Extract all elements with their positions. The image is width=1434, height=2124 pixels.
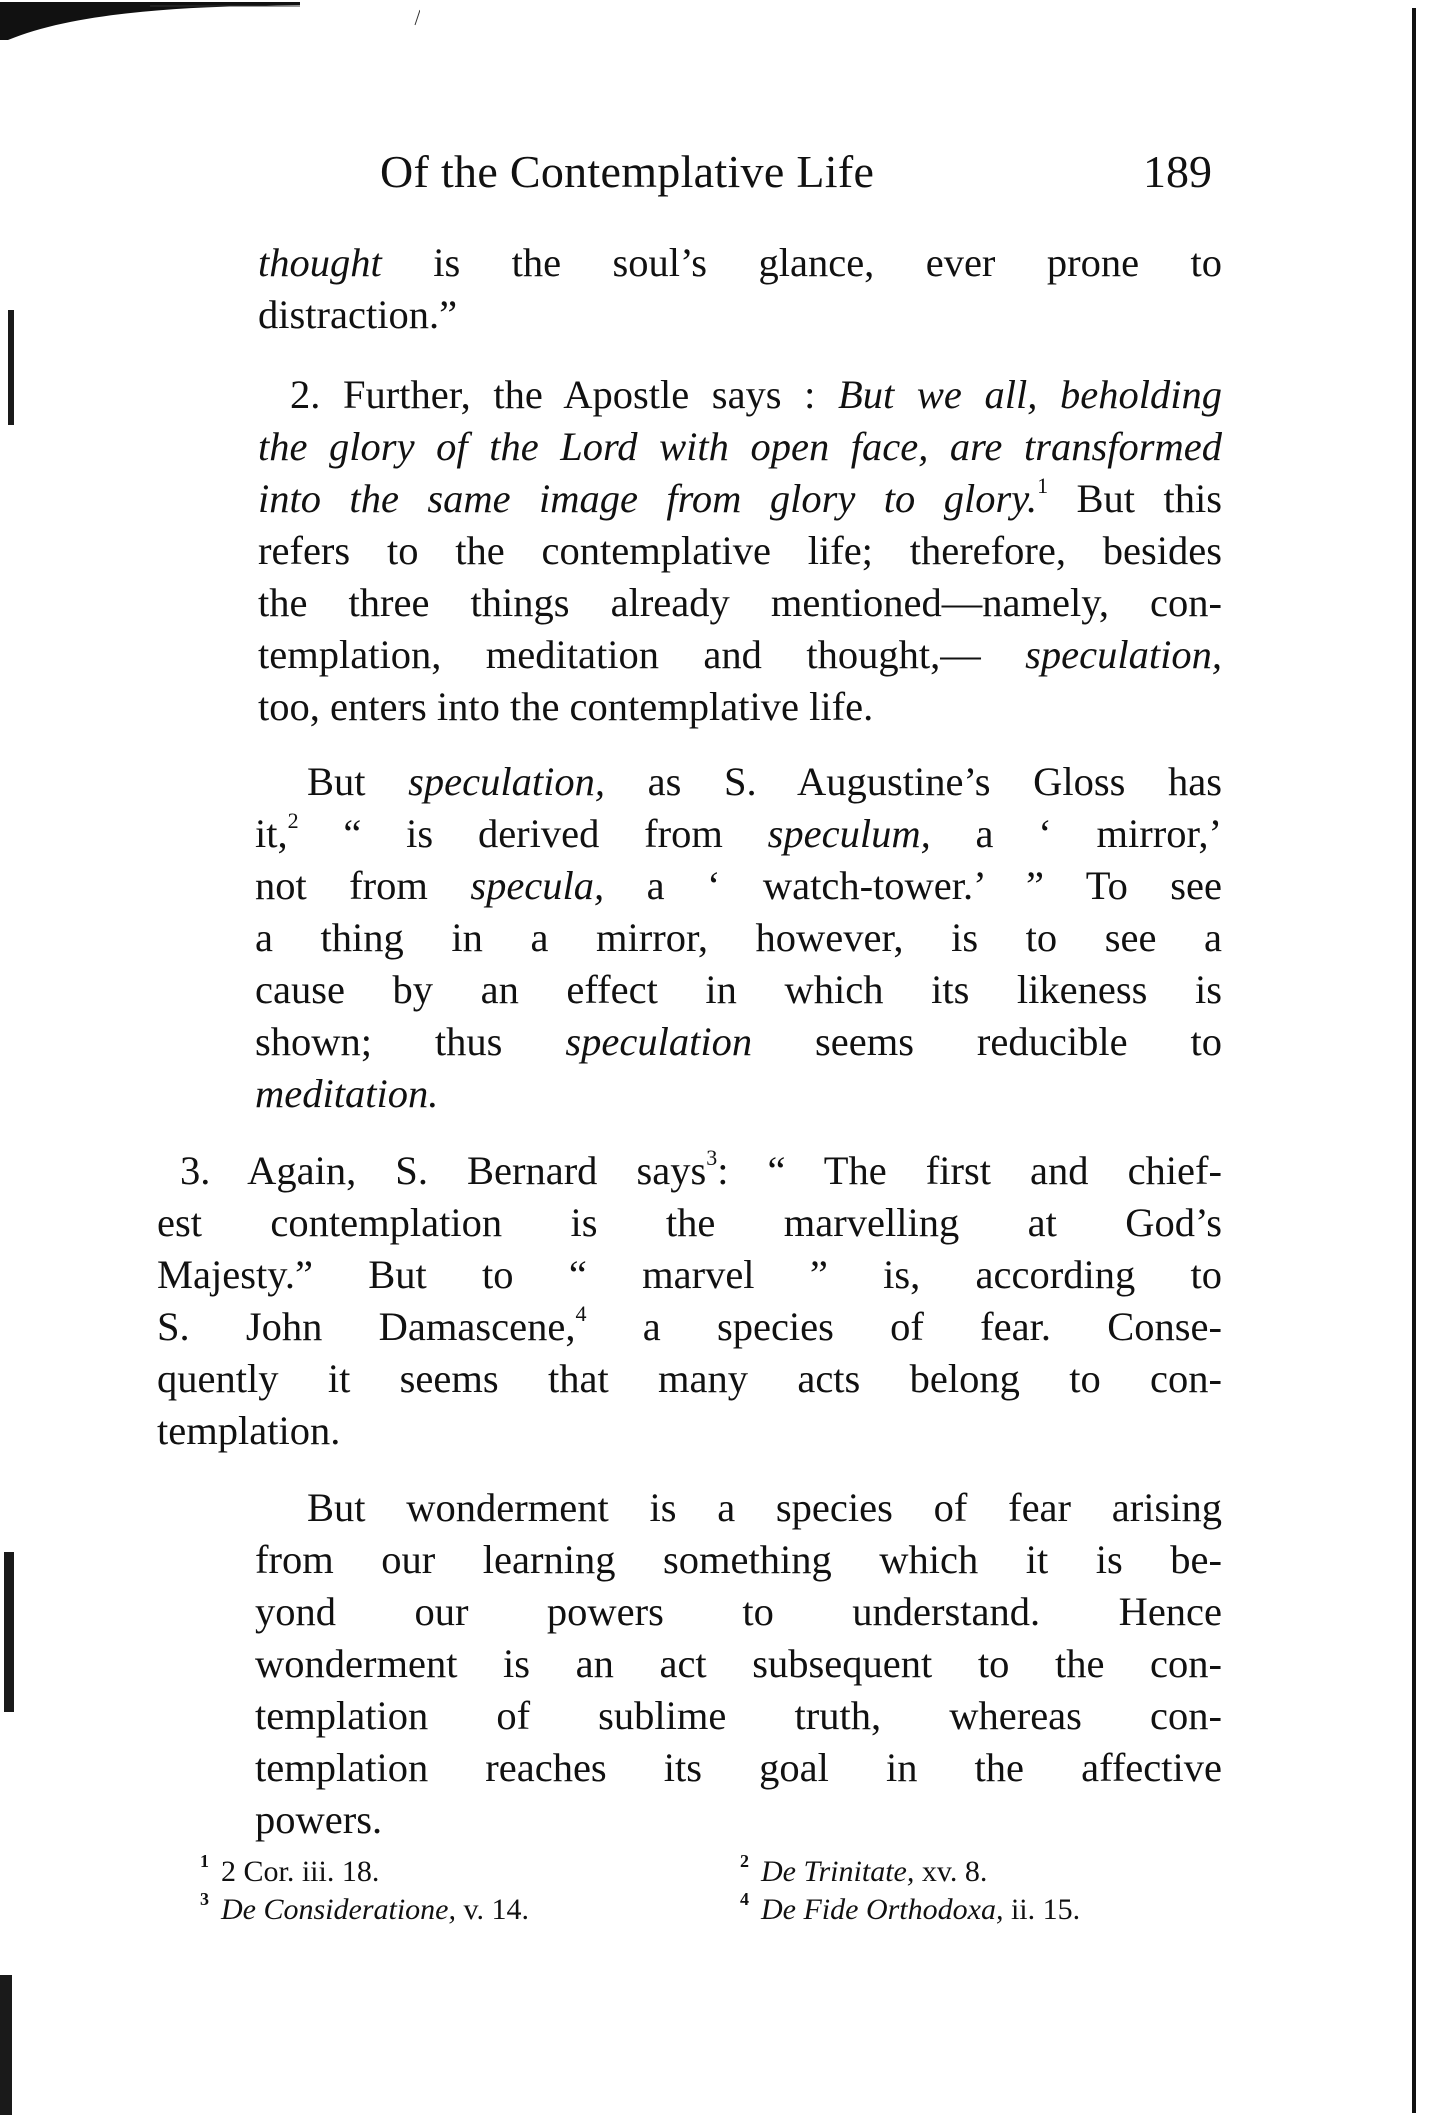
text-span: But: [307, 759, 409, 804]
italic-text: the glory of the Lord with open face, are transformed: [258, 424, 1222, 469]
text-span: But this: [1048, 476, 1223, 521]
footnote: [740, 1851, 988, 1889]
text-span: templation.: [157, 1408, 341, 1453]
text-span: shown; thus: [255, 1019, 566, 1064]
footnote-ref[interactable]: 4: [575, 1301, 587, 1326]
binding-shadow: [4, 1552, 14, 1712]
italic-text: speculum,: [767, 811, 931, 856]
text-line: [157, 1197, 1222, 1249]
text-line: [255, 1586, 1222, 1638]
text-line: [255, 1794, 1222, 1846]
text-line: [307, 756, 1222, 808]
text-span: a ‘ watch-tower.’ ” To see: [604, 863, 1222, 908]
text-line: [290, 369, 1222, 421]
italic-text: But we all, beholding: [838, 372, 1222, 417]
text-span: too, enters into the contemplative life.: [258, 684, 874, 729]
text-line: [258, 289, 1222, 341]
footnote-title: De Fide Orthodoxa,: [761, 1893, 1004, 1926]
footnote-ref[interactable]: 1: [1037, 473, 1049, 498]
text-span: seems reducible to: [752, 1019, 1222, 1064]
footnote-text: v. 14.: [455, 1893, 530, 1926]
text-span: cause by an effect in which its likeness is: [255, 967, 1222, 1012]
text-span: 3. Again, S. Bernard says: [180, 1148, 707, 1193]
text-span: as S. Augustine’s Gloss has: [605, 759, 1222, 804]
text-span: templation reaches its goal in the affective: [255, 1745, 1222, 1790]
text-span: Majesty.” But to “ marvel ” is, according to: [157, 1252, 1222, 1297]
text-line: [255, 964, 1222, 1016]
text-span: not from: [255, 863, 471, 908]
text-line: [157, 1301, 1222, 1353]
footnote: [200, 1851, 380, 1889]
text-line: [255, 860, 1222, 912]
text-span: yond our powers to understand. Hence: [255, 1589, 1222, 1634]
section-number: 2.: [290, 372, 321, 417]
footnote-mark: 2: [740, 1851, 749, 1871]
text-line: [157, 1353, 1222, 1405]
text-line: [255, 808, 1222, 860]
italic-text: speculation,: [408, 759, 605, 804]
text-span: it,: [255, 811, 288, 856]
italic-text: specula,: [470, 863, 605, 908]
text-span: from our learning something which it is be-: [255, 1537, 1222, 1582]
footnote-title: De Consideratione,: [221, 1893, 456, 1926]
text-line: [258, 577, 1222, 629]
italic-text: meditation.: [255, 1071, 439, 1116]
footnote-mark: 1: [200, 1851, 209, 1871]
footnote-mark: 4: [740, 1889, 749, 1909]
text-line: [180, 1145, 1222, 1197]
footnote-ref[interactable]: 3: [706, 1145, 718, 1170]
text-span: distraction.”: [258, 292, 458, 337]
text-line: [255, 1016, 1222, 1068]
text-line: [258, 681, 1222, 733]
text-span: “ is derived from: [298, 811, 768, 856]
footnote: [200, 1889, 530, 1927]
text-span: the three things already mentioned—namely, con-: [258, 580, 1222, 625]
text-line: [255, 1068, 1222, 1120]
page-number: 189: [1143, 146, 1212, 197]
text-span: quently it seems that many acts belong to con-: [157, 1356, 1222, 1401]
binding-shadow: [8, 310, 14, 425]
text-line: [258, 473, 1222, 525]
text-line: [307, 1482, 1222, 1534]
text-line: [255, 1638, 1222, 1690]
text-line: [255, 1742, 1222, 1794]
text-span: templation of sublime truth, whereas con-: [255, 1693, 1222, 1738]
text-line: [258, 629, 1222, 681]
text-line: [255, 1534, 1222, 1586]
text-span: est contemplation is the marvelling at God’s: [157, 1200, 1222, 1245]
text-span: refers to the contemplative life; therefore, besides: [258, 528, 1222, 573]
italic-text: thought: [258, 240, 382, 285]
page-edge-rule: [1412, 8, 1416, 2113]
text-span: : “ The first and chief-: [717, 1148, 1222, 1193]
text-line: [258, 525, 1222, 577]
text-span: a thing in a mirror, however, is to see a: [255, 915, 1222, 960]
footnote-text: 2 Cor. iii. 18.: [221, 1855, 380, 1888]
text-line: [255, 1690, 1222, 1742]
footnote-text: ii. 15.: [1003, 1893, 1081, 1926]
italic-text: speculation: [565, 1019, 753, 1064]
footnote: [740, 1889, 1081, 1927]
footnote-mark: 3: [200, 1889, 209, 1909]
text-line: [258, 237, 1222, 289]
binding-shadow: [0, 1975, 12, 2115]
text-span: Further, the Apostle says :: [320, 372, 839, 417]
text-span: powers.: [255, 1797, 383, 1842]
italic-text: into the same image from glory to glory.: [258, 476, 1038, 521]
text-span: a ‘ mirror,’: [930, 811, 1223, 856]
text-line: [157, 1405, 1222, 1457]
italic-text: speculation,: [1025, 632, 1222, 677]
text-line: [255, 912, 1222, 964]
text-span: templation, meditation and thought,—: [258, 632, 1026, 677]
text-span: But wonderment is a species of fear arising: [307, 1485, 1222, 1530]
scan-corner-shadow: [0, 0, 420, 40]
text-span: is the soul’s glance, ever prone to: [381, 240, 1222, 285]
text-span: wonderment is an act subsequent to the con-: [255, 1641, 1222, 1686]
text-span: a species of fear. Conse-: [586, 1304, 1222, 1349]
footnote-ref[interactable]: 2: [287, 808, 299, 833]
running-title: Of the Contemplative Life: [380, 146, 875, 197]
footnote-title: De Trinitate,: [761, 1855, 915, 1888]
text-line: [157, 1249, 1222, 1301]
text-span: S. John Damascene,: [157, 1304, 576, 1349]
footnote-text: xv. 8.: [914, 1855, 988, 1888]
running-header: [0, 145, 1434, 205]
text-line: [258, 421, 1222, 473]
